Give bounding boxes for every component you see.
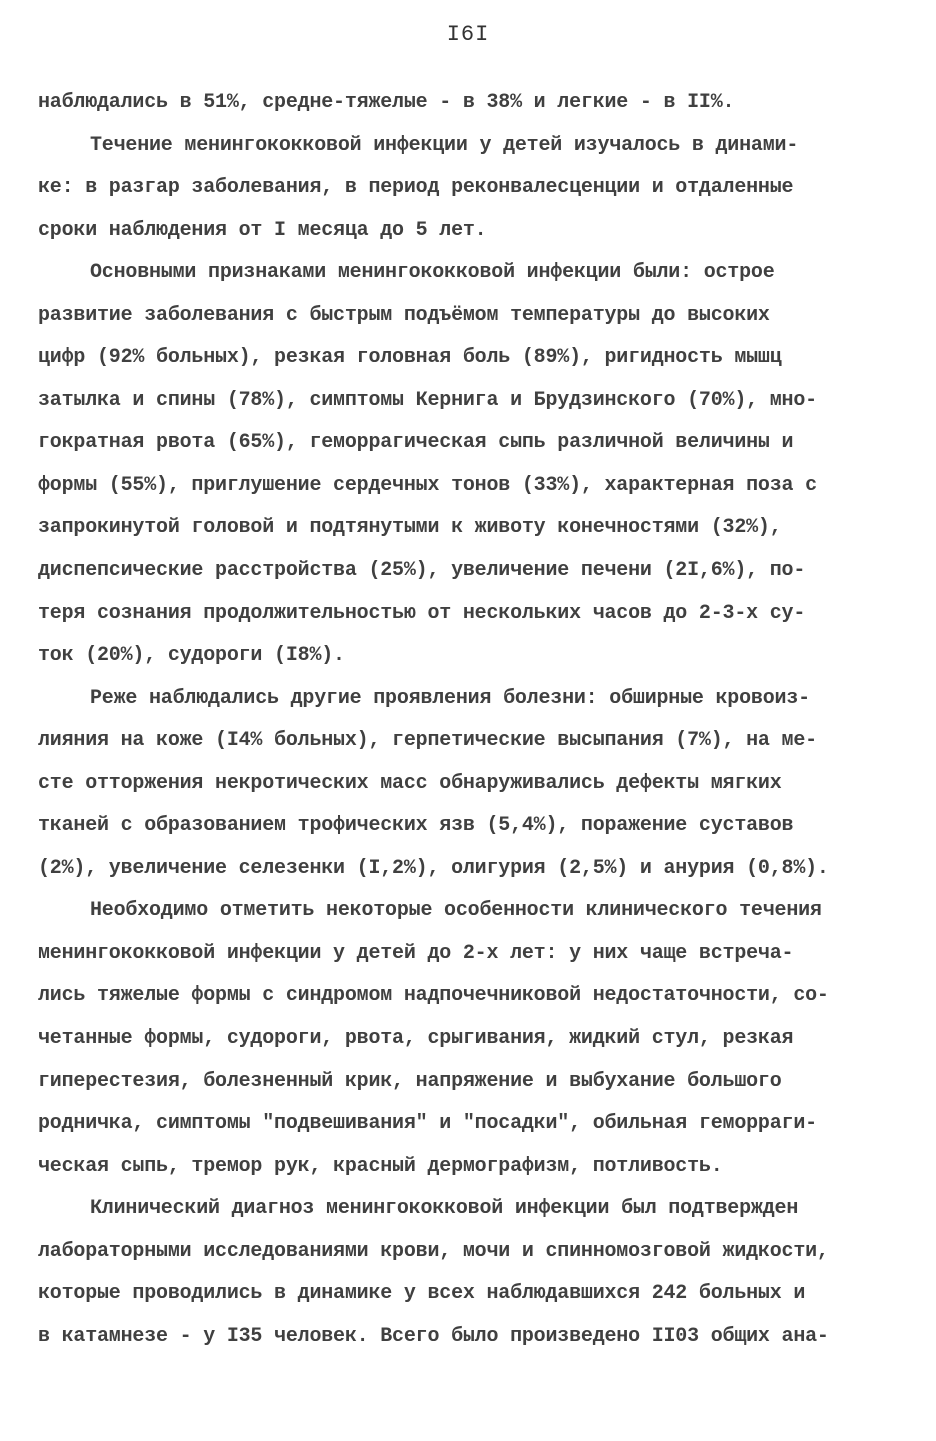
text-line: развитие заболевания с быстрым подъёмом температуры до высоких [38, 303, 770, 327]
text-line: цифр (92% больных), резкая головная боль (89%), ригидность мышц [38, 346, 782, 370]
text-line: теря сознания продолжительностью от нескольких часов до 2-3-х су- [38, 601, 806, 625]
text-line: четанные формы, судороги, рвота, срыгивания, жидкий стул, резкая [38, 1027, 794, 1051]
text-line: гиперестезия, болезненный крик, напряжение и выбухание большого [38, 1069, 782, 1093]
text-line: которые проводились в динамике у всех наблюдавшихся 242 больных и [38, 1282, 806, 1306]
text-line: Основными признаками менингококковой инфекции были: острое [90, 261, 775, 285]
text-line: запрокинутой головой и подтянутыми к животу конечностями (32%), [38, 516, 782, 540]
text-line: гократная рвота (65%), геморрагическая сыпь различной величины и [38, 431, 794, 455]
text-line: Течение менингококковой инфекции у детей изучалось в динами- [90, 133, 799, 157]
text-line: лабораторными исследованиями крови, мочи и спинномозговой жидкости, [38, 1239, 829, 1263]
text-line: ток (20%), судороги (I8%). [38, 644, 345, 668]
text-line: лияния на коже (I4% больных), герпетические высыпания (7%), на ме- [38, 729, 817, 753]
text-line: лись тяжелые формы с синдромом надпочечниковой недостаточности, со- [38, 984, 829, 1008]
body-text [38, 82, 898, 1358]
text-line: менингококковой инфекции у детей до 2-х лет: у них чаще встреча- [38, 941, 794, 965]
text-line: в катамнезе - у I35 человек. Всего было произведено II03 общих ана- [38, 1324, 829, 1348]
text-line: затылка и спины (78%), симптомы Кернига и Брудзинского (70%), мно- [38, 388, 817, 412]
page-number: I6I [446, 22, 490, 47]
text-line: Необходимо отметить некоторые особенности клинического течения [90, 899, 822, 923]
text-line: сроки наблюдения от I месяца до 5 лет. [38, 218, 487, 242]
text-line: сте отторжения некротических масс обнаруживались дефекты мягких [38, 771, 782, 795]
text-line: Клинический диагноз менингококковой инфекции был подтвержден [90, 1197, 799, 1221]
text-line: ке: в разгар заболевания, в период реконвалесценции и отдаленные [38, 176, 794, 200]
text-line: Реже наблюдались другие проявления болезни: обширные кровоиз- [90, 686, 810, 710]
text-line: наблюдались в 51%, средне-тяжелые - в 38% и легкие - в II%. [38, 91, 735, 114]
text-line: формы (55%), приглушение сердечных тонов (33%), характерная поза с [38, 473, 817, 497]
text-line: ческая сыпь, тремор рук, красный дермографизм, потливость. [38, 1154, 723, 1178]
text-line: тканей с образованием трофических язв (5,4%), поражение суставов [38, 814, 794, 838]
text-line: диспепсические расстройства (25%), увеличение печени (2I,6%), по- [38, 559, 806, 583]
text-line: (2%), увеличение селезенки (I,2%), олигурия (2,5%) и анурия (0,8%). [38, 856, 829, 880]
text-line: родничка, симптомы "подвешивания" и "посадки", обильная геморраги- [38, 1112, 817, 1136]
